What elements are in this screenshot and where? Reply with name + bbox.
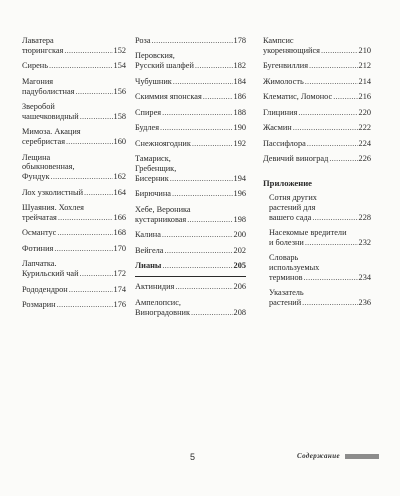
toc-entry-title: обыкновенная, — [22, 162, 75, 172]
dot-leader — [307, 139, 358, 149]
toc-entry-page: 172 — [113, 269, 126, 279]
toc-entry-title: Лох узколистный — [22, 187, 84, 197]
toc-entry-page: 176 — [113, 300, 126, 310]
dot-leader — [164, 246, 232, 256]
toc-entry-title: терминов — [269, 272, 303, 282]
toc-entry-page: 186 — [233, 92, 246, 102]
toc-entry-title: и болезни — [269, 237, 304, 247]
toc-column-1 — [22, 36, 126, 316]
footer-bar — [345, 454, 379, 459]
toc-entry-page: 228 — [358, 212, 371, 222]
dot-leader — [329, 154, 357, 164]
toc-entry-title: Зверобой — [22, 102, 55, 112]
toc-entry — [22, 228, 126, 238]
toc-entry — [22, 36, 126, 56]
dot-leader — [304, 273, 358, 283]
toc-entry — [263, 92, 371, 102]
dot-leader — [75, 87, 112, 97]
toc-column-2 — [135, 36, 246, 323]
toc-entry-title: Мимоза. Акация — [22, 127, 81, 137]
toc-entry-title: Розмарин — [22, 300, 56, 310]
toc-entry-page: 178 — [233, 36, 246, 45]
toc-entry — [22, 61, 126, 71]
toc-entry-page: 182 — [233, 61, 246, 71]
toc-entry — [135, 298, 246, 318]
toc-entry-page: 194 — [233, 173, 246, 183]
toc-entry-title: Глициния — [263, 107, 298, 117]
toc-entry — [22, 188, 126, 198]
toc-entry-page: 158 — [113, 111, 126, 121]
toc-entry-title: тюрингская — [22, 45, 64, 55]
toc-column-3 — [263, 36, 371, 314]
toc-entry-page: 206 — [233, 282, 246, 292]
toc-entry — [263, 123, 371, 133]
toc-entry-title: укореняющийся — [263, 45, 320, 55]
dot-leader — [187, 215, 232, 225]
dot-leader — [54, 244, 112, 254]
toc-entry-page: 198 — [233, 214, 246, 224]
dot-leader — [51, 172, 113, 182]
toc-entry-page: 208 — [233, 307, 246, 317]
toc-entry-title: растений — [269, 298, 302, 308]
toc-entry — [263, 77, 371, 87]
dot-leader — [170, 174, 233, 184]
toc-entry-title: Хебе, Вероника — [135, 204, 191, 214]
toc-entry-page: 214 — [358, 76, 371, 86]
toc-entry-page: 168 — [113, 228, 126, 238]
section-page: 205 — [233, 261, 246, 270]
dot-leader — [175, 282, 232, 292]
toc-entry-page: 232 — [358, 237, 371, 247]
toc-entry-title: Бугенвиллия — [263, 61, 309, 71]
running-footer — [297, 452, 379, 460]
toc-entry-title: Вейгела — [135, 245, 164, 255]
toc-entry — [135, 123, 246, 133]
dot-leader — [333, 92, 357, 102]
dot-leader — [298, 108, 357, 118]
toc-entry — [135, 51, 246, 71]
toc-entry-page: 196 — [233, 189, 246, 199]
toc-entry-title: Будлея — [135, 123, 160, 133]
toc-entry-page: 226 — [358, 154, 371, 164]
toc-entry-title: используемых — [269, 263, 320, 273]
toc-entry-page: 236 — [358, 298, 371, 308]
dot-leader — [312, 213, 357, 223]
toc-entry — [22, 127, 126, 147]
toc-entry-page: 164 — [113, 187, 126, 197]
toc-section-lianas — [135, 261, 246, 271]
toc-entry-page: 170 — [113, 243, 126, 253]
toc-entry-page: 156 — [113, 86, 126, 96]
toc-entry-page: 192 — [233, 138, 246, 148]
toc-entry-page: 154 — [113, 61, 126, 71]
toc-entry-title: Кампсис — [263, 36, 294, 45]
dot-leader — [64, 46, 112, 56]
toc-entry-title: Лапчатка. — [22, 259, 57, 269]
toc-entry-title: Спирея — [135, 107, 162, 117]
toc-entry — [22, 203, 126, 223]
dot-leader — [293, 123, 358, 133]
dot-leader — [162, 261, 232, 271]
dot-leader — [302, 298, 357, 308]
toc-entry — [263, 36, 371, 56]
toc-entry-page: 188 — [233, 107, 246, 117]
toc-entry — [135, 205, 246, 225]
toc-entry-title: Тамариск, — [135, 154, 171, 164]
toc-entry-title: кустарниковая — [135, 214, 187, 224]
toc-entry — [22, 77, 126, 97]
toc-entry-title: Сирень — [22, 61, 49, 71]
toc-entry-title: Османтус — [22, 228, 57, 238]
toc-entry-title: Перовския, — [135, 51, 175, 61]
toc-entry — [135, 189, 246, 199]
toc-entry-title: Жимолость — [263, 76, 304, 86]
toc-entry — [263, 139, 371, 149]
toc-entry-title: Словарь — [269, 253, 299, 263]
dot-leader — [162, 108, 232, 118]
toc-entry-title: Шуаяния. Хохлея — [22, 203, 84, 213]
toc-entry — [263, 61, 371, 71]
toc-entry-title: вашего сада — [269, 212, 312, 222]
toc-entry-title: Скиммия японская — [135, 92, 202, 102]
toc-entry-page: 220 — [358, 107, 371, 117]
toc-entry-title: падуболистная — [22, 86, 75, 96]
toc-entry-title: Русский шалфей — [135, 61, 194, 71]
appendix-heading: Приложение — [263, 177, 312, 188]
toc-entry-title: Лаватера — [22, 36, 54, 45]
toc-entry-title: Виноградовник — [135, 307, 190, 317]
toc-entry-page: 166 — [113, 212, 126, 222]
toc-entry-title: Сотня других — [269, 192, 317, 202]
toc-entry-page: 200 — [233, 230, 246, 240]
toc-entry — [135, 139, 246, 149]
toc-entry-title: Пассифлора — [263, 138, 306, 148]
toc-entry-title: Указатель — [269, 288, 304, 298]
dot-leader — [49, 61, 113, 71]
toc-entry-title: Жасмин — [263, 123, 292, 133]
toc-entry-page: 174 — [113, 284, 126, 294]
toc-entry-title: Курильский чай — [22, 269, 79, 279]
toc-entry-title: Насекомые вредители — [269, 228, 347, 238]
toc-entry — [263, 288, 371, 308]
toc-entry-title: Рододендрон — [22, 284, 68, 294]
toc-entry — [263, 108, 371, 118]
toc-entry-title: Бисерник — [135, 173, 169, 183]
dot-leader — [66, 137, 113, 147]
dot-leader — [80, 269, 113, 279]
toc-entry-page: 184 — [233, 76, 246, 86]
toc-entry — [135, 282, 246, 292]
dot-leader — [321, 46, 358, 56]
dot-leader — [69, 285, 113, 295]
dot-leader — [305, 77, 358, 87]
section-title: Лианы — [135, 261, 162, 270]
toc-entry — [263, 154, 371, 164]
toc-entry — [22, 259, 126, 279]
toc-entry-title: Лещина — [22, 152, 51, 162]
toc-entry-title: чашечковидный — [22, 111, 79, 121]
dot-leader — [203, 92, 233, 102]
toc-entry-page: 160 — [113, 137, 126, 147]
section-rule — [135, 276, 246, 277]
toc-entry-page: 212 — [358, 61, 371, 71]
toc-entry-title: Гребенщик, — [135, 163, 177, 173]
toc-entry — [135, 230, 246, 240]
dot-leader — [192, 139, 233, 149]
toc-entry-page: 234 — [358, 272, 371, 282]
toc-entry-page: 152 — [113, 45, 126, 55]
toc-entry-title: Роза — [135, 36, 151, 45]
dot-leader — [152, 36, 233, 46]
toc-entry-title: Снежноягодник — [135, 138, 191, 148]
toc-entry — [135, 246, 246, 256]
section-label: Содержание — [297, 452, 340, 460]
toc-entry — [22, 102, 126, 122]
dot-leader — [172, 189, 233, 199]
toc-entry-title: Актинидия — [135, 282, 175, 292]
dot-leader — [80, 112, 113, 122]
toc-entry-title: Чубушник — [135, 76, 172, 86]
dot-leader — [57, 300, 113, 310]
dot-leader — [84, 188, 113, 198]
toc-entry-page: 224 — [358, 138, 371, 148]
toc-entry — [135, 92, 246, 102]
toc-entry-page: 222 — [358, 123, 371, 133]
toc-entry — [135, 108, 246, 118]
toc-entry-title: Бирючина — [135, 189, 171, 199]
toc-entry-page: 190 — [233, 123, 246, 133]
toc-entry — [135, 154, 246, 183]
dot-leader — [309, 61, 358, 71]
dot-leader — [191, 308, 233, 318]
toc-entry-title: Калина — [135, 230, 161, 240]
toc-entry-title: Клематис, Ломонос — [263, 92, 333, 102]
toc-entry-page: 216 — [358, 92, 371, 102]
toc-entry-title: Фотиния — [22, 243, 54, 253]
dot-leader — [173, 77, 233, 87]
toc-entry — [22, 244, 126, 254]
page-number: 5 — [190, 452, 196, 462]
toc-entry-page: 210 — [358, 45, 371, 55]
toc-entry-title: Магония — [22, 76, 54, 86]
toc-entry — [22, 285, 126, 295]
toc-entry — [22, 153, 126, 182]
toc-entry-page: 202 — [233, 245, 246, 255]
toc-entry-title: трейчатая — [22, 212, 57, 222]
toc-entry-title: серебристая — [22, 137, 66, 147]
dot-leader — [57, 228, 112, 238]
toc-entry — [22, 300, 126, 310]
dot-leader — [162, 230, 233, 240]
toc-entry-title: Девичий виноград — [263, 154, 329, 164]
dot-leader — [195, 61, 233, 71]
toc-entry — [135, 77, 246, 87]
toc-entry-title: Фундук — [22, 172, 50, 182]
dot-leader — [305, 238, 358, 248]
toc-entry — [263, 228, 371, 248]
toc-entry-page: 162 — [113, 172, 126, 182]
toc-entry-title: Ампелопсис, — [135, 297, 181, 307]
toc-entry-title: растений для — [269, 202, 316, 212]
toc-entry — [263, 253, 371, 282]
toc-entry — [135, 36, 246, 46]
dot-leader — [58, 213, 113, 223]
dot-leader — [160, 123, 233, 133]
toc-entry — [263, 193, 371, 222]
